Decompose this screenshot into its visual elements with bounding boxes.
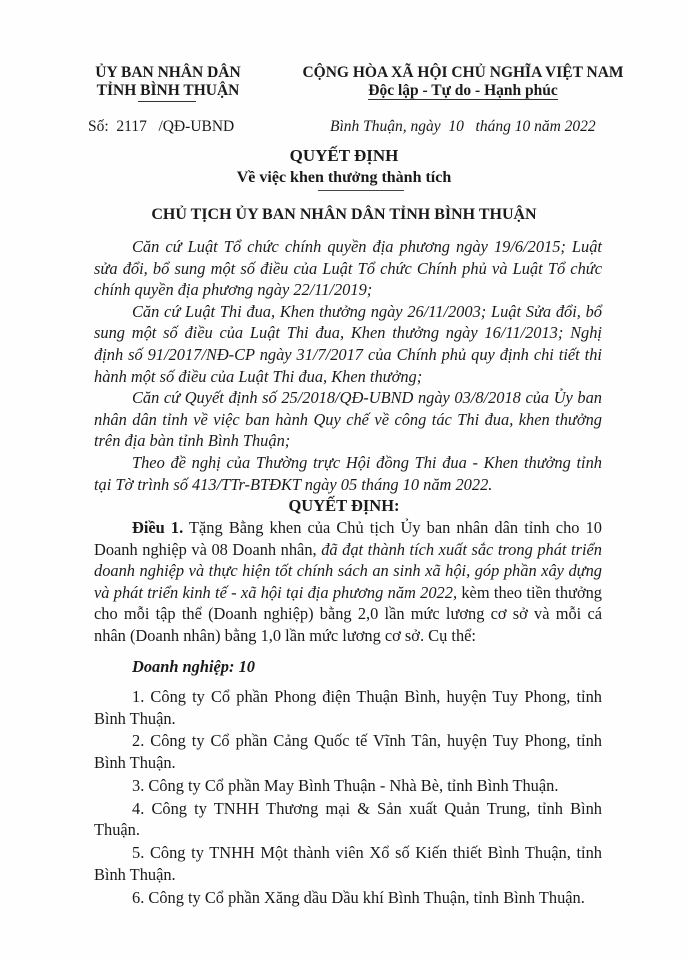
preamble-paragraph: Căn cứ Quyết định số 25/2018/QĐ-UBND ngày 03/8/2018 của Ủy ban nhân dân tỉnh về việc ban hành Quy chế về công tác Thi đua, khen thưởng trên địa bàn tỉnh Bình Thuận; bbox=[94, 388, 602, 451]
enterprise-item: 4. Công ty TNHH Thương mại & Sản xuất Quản Trung, tỉnh Bình Thuận. bbox=[94, 798, 602, 840]
national-name: CỘNG HÒA XÃ HỘI CHỦ NGHĨA VIỆT NAM bbox=[302, 64, 624, 81]
enterprise-item: 1. Công ty Cổ phần Phong điện Thuận Bình, huyện Tuy Phong, tỉnh Bình Thuận. bbox=[94, 687, 602, 728]
agency-line-2: TỈNH BÌNH THUẬN bbox=[96, 82, 240, 99]
national-motto: Độc lập - Tự do - Hạnh phúc bbox=[368, 82, 558, 99]
article-1-paragraph bbox=[94, 517, 602, 647]
article-1-text-italic: đã đạt thành tích xuất sắc trong phát triển doanh nghiệp và thực hiện tốt chính sách an sinh xã hội, góp phần xây dựng và phát triển kinh tế - xã hội tại địa phương năm 2022, bbox=[94, 539, 602, 602]
decision-heading: QUYẾT ĐỊNH: bbox=[288, 496, 400, 515]
preamble-paragraph: Căn cứ Luật Thi đua, Khen thưởng ngày 26/11/2003; Luật Sửa đổi, bổ sung một số điều của Luật Thi đua, Khen thưởng ngày 16/11/2013; Nghị định số 91/2017/NĐ-CP ngày 31/7/2017 của Chính phủ quy định chi tiết thi hành một số điều của Luật Thi đua, Khen thưởng; bbox=[94, 301, 602, 386]
enterprise-item: 6. Công ty Cổ phần Xăng dầu Dầu khí Bình Thuận, tỉnh Bình Thuận. bbox=[132, 887, 585, 907]
preamble-paragraph: Theo đề nghị của Thường trực Hội đồng Thi đua - Khen thưởng tỉnh tại Tờ trình số 413/TTr-BTĐKT ngày 05 tháng 10 năm 2022. bbox=[94, 452, 602, 494]
enterprise-item: 2. Công ty Cổ phần Cảng Quốc tế Vĩnh Tân, huyện Tuy Phong, tỉnh Bình Thuận. bbox=[94, 731, 602, 773]
enterprise-item: 5. Công ty TNHH Một thành viên Xổ số Kiến thiết Bình Thuận, tỉnh Bình Thuận. bbox=[94, 843, 602, 884]
document-subject: Về việc khen thưởng thành tích bbox=[236, 169, 452, 186]
document-number: Số: 2117 /QĐ-UBND bbox=[88, 118, 235, 135]
enterprise-item: 3. Công ty Cổ phần May Bình Thuận - Nhà Bè, tỉnh Bình Thuận. bbox=[132, 775, 559, 795]
preamble bbox=[94, 236, 602, 495]
national-header bbox=[298, 64, 628, 100]
enterprises-heading: Doanh nghiệp: 10 bbox=[132, 657, 255, 676]
article-1-label: Điều 1. bbox=[132, 518, 184, 537]
enterprise-list bbox=[94, 686, 602, 910]
document-date: Bình Thuận, ngày 10 tháng 10 năm 2022 bbox=[330, 118, 596, 135]
agency-underline bbox=[138, 101, 196, 102]
issuing-agency bbox=[78, 64, 258, 100]
issuing-authority: CHỦ TỊCH ỦY BAN NHÂN DÂN TỈNH BÌNH THUẬN bbox=[151, 206, 537, 223]
preamble-paragraph: Căn cứ Luật Tổ chức chính quyền địa phương ngày 19/6/2015; Luật sửa đổi, bổ sung một số điều của Luật Tổ chức Chính phủ và Luật Tổ chức chính quyền địa phương ngày 22/11/2019; bbox=[94, 237, 602, 300]
subject-underline bbox=[318, 190, 404, 191]
article-1 bbox=[94, 517, 602, 647]
article-1-text-b: kèm theo tiền thưởng cho mỗi tập thể (Doanh nghiệp) bằng 2,0 lần mức lương cơ sở và mỗi cá nhân (Doanh nhân) bằng 1,0 lần mức lương cơ sở. Cụ thể: bbox=[94, 582, 602, 645]
agency-line-1: ỦY BAN NHÂN DÂN bbox=[95, 64, 241, 81]
document-type-title: QUYẾT ĐỊNH bbox=[289, 146, 399, 165]
article-1-text-a: Tặng Bằng khen của Chủ tịch Ủy ban nhân dân tỉnh cho 10 Doanh nghiệp và 08 Doanh nhân, bbox=[94, 518, 602, 559]
